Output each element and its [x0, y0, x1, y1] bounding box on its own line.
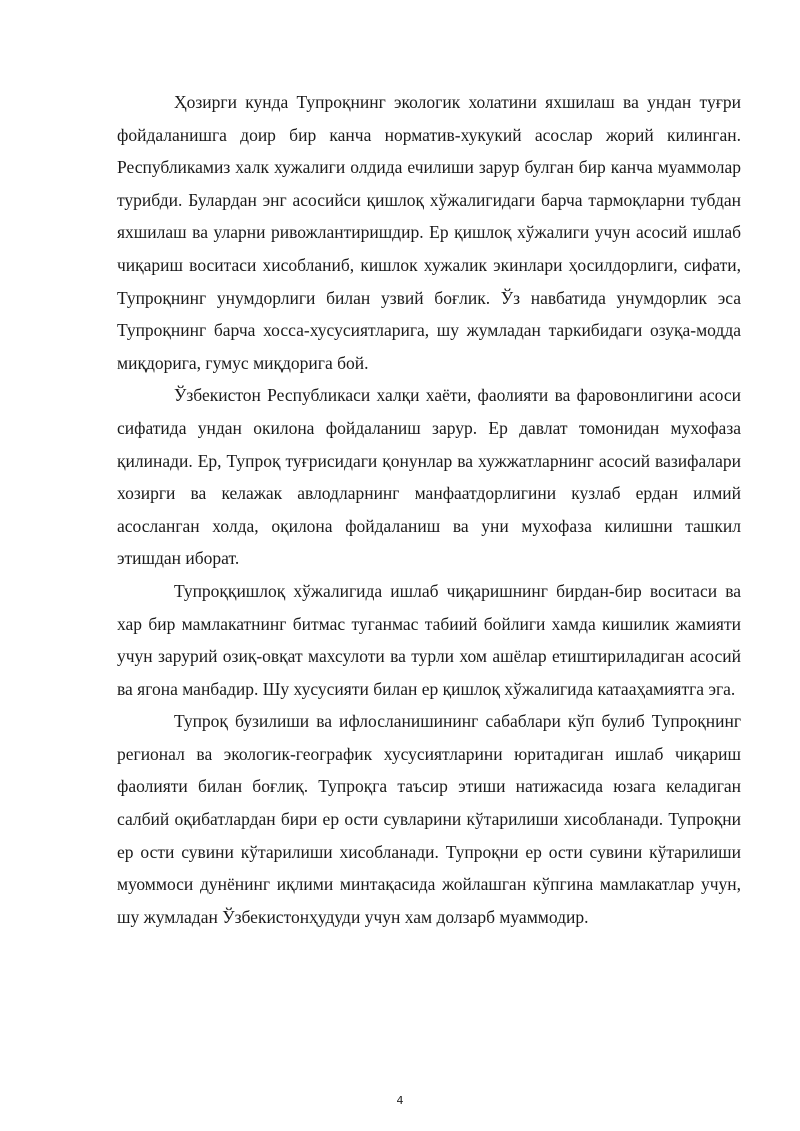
body-text: [117, 86, 741, 933]
paragraph-1: Ҳозирги кунда Тупроқнинг экологик холатини яхшилаш ва ундан туғри фойдаланишга доир бир канча норматив-хукукий асослар жорий килинган. Республикамиз халк хужалиги олдида ечилиши зарур булган бир канча муаммолар турибди. Булардан энг асосийси қишлоқ хўжалигидаги барча тармоқларни тубдан яхшилаш ва уларни ривожлантиришдир. Ер қишлоқ хўжалиги учун асосий ишлаб чиқариш воситаси хисобланиб, кишлок хужалик экинлари ҳосилдорлиги, сифати, Тупроқнинг унумдорлиги билан узвий боғлик. Ўз навбатида унумдорлик эса Тупроқнинг барча хосса-хусусиятларига, шу жумладан таркибидаги озуқа-модда миқдорига, гумус миқдорига бой.: [117, 92, 741, 373]
paragraph-4: Тупроқ бузилиши ва ифлосланишининг сабаблари кўп булиб Тупроқнинг регионал ва экологик-географик хусусиятларини юритадиган ишлаб чиқариш фаолияти билан боғлиқ. Тупроқга таъсир этиши натижасида юзага келадиган салбий оқибатлардан бири ер ости сувларини кўтарилиши хисобланади. Тупроқни ер ости сувини кўтарилиши хисобланади. Тупроқни ер ости сувини кўтарилиши муоммоси дунёнинг иқлими минтақасида жойлашган кўпгина мамлакатлар учун, шу жумладан Ўзбекистонҳудуди учун хам долзарб муаммодир.: [117, 711, 741, 927]
page-number: 4: [396, 1094, 404, 1107]
paragraph-3: Тупроққишлоқ хўжалигида ишлаб чиқаришнинг бирдан-бир воситаси ва хар бир мамлакатнинг битмас туганмас табиий бойлиги хамда кишилик жамияти учун зарурий озиқ-овқат махсулоти ва турли хом ашёлар етиштириладиган асосий ва ягона манбадир. Шу хусусияти билан ер қишлоқ хўжалигида катааҳамиятга эга.: [117, 580, 741, 699]
paragraph-2: Ўзбекистон Республикаси халқи хаёти, фаолияти ва фаровонлигини асоси сифатида ундан окилона фойдаланиш зарур. Ер давлат томонидан мухофаза қилинади. Ер, Тупроқ туғрисидаги қонунлар ва хужжатларнинг асосий вазифалари хозирги ва келажак авлодларнинг манфаатдорлигини кузлаб ердан илмий асосланган холда, оқилона фойдаланиш ва уни мухофаза килишни ташкил этишдан иборат.: [117, 385, 741, 569]
